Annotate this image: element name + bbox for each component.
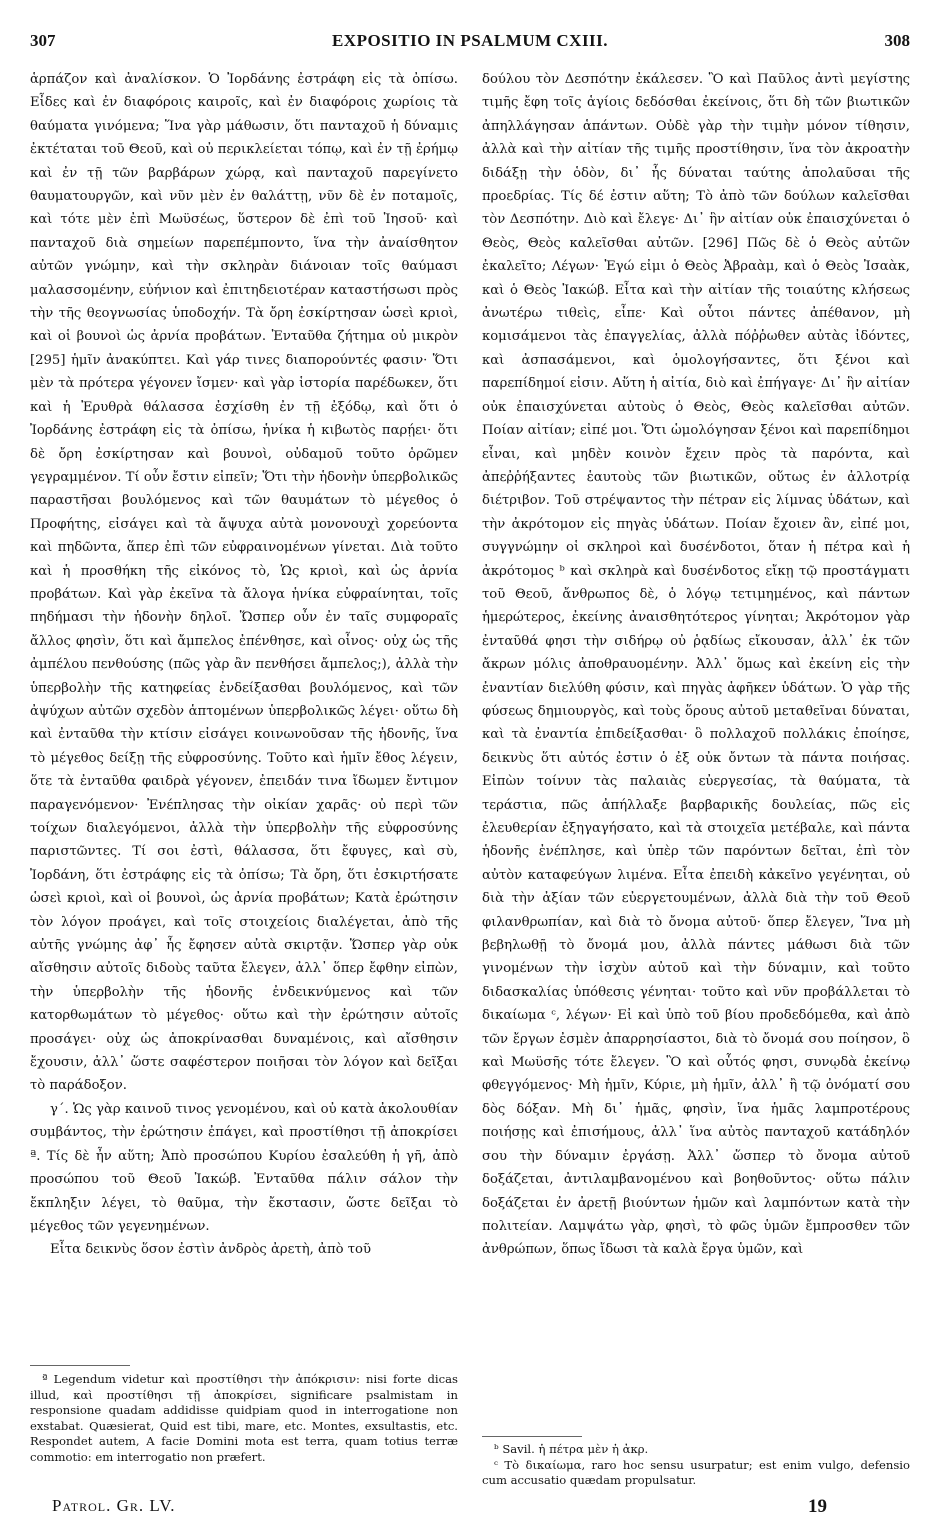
footnotes-right	[482, 1442, 910, 1489]
left-page-number: 307	[30, 31, 56, 50]
signature-number: 19	[808, 1496, 827, 1517]
right-page-number: 308	[884, 31, 910, 50]
right-paragraph-1: δούλου τὸν Δεσπότην ἐκάλεσεν. Ὃ καὶ Παῦλος ἀντὶ μεγίστης τιμῆς ἔφη τοῖς ἁγίοις δεδόσθαι ἐκείνοις, ὅτι δὴ τῶν βιωτικῶν ἀπηλλάγησαν ἁπάντων. Οὐδὲ γὰρ τὴν τιμὴν μόνον τίθησιν, ἀλλὰ καὶ τὴν αἰτίαν τῆς τιμῆς προστίθησιν, ἵνα τὸν ἀκροατὴν διδάξῃ τὴν ὁδὸν, δι᾽ ἧς δύναται ταύτης ἀπολαῦσαι τῆς προεδρίας. Τίς δέ ἐστιν αὕτη; Τὸ ἀπὸ τῶν δούλων καλεῖσθαι τὸν Δεσπότην. Διὸ καὶ ἔλεγε· Δι᾽ ἣν αἰτίαν οὐκ ἐπαισχύνεται ὁ Θεὸς, Θεὸς καλεῖσθαι αὐτῶν. [296] Πῶς δὲ ὁ Θεὸς αὐτῶν ἐκαλεῖτο; Λέγων· Ἐγώ εἰμι ὁ Θεὸς Ἀβραὰμ, καὶ ὁ Θεὸς Ἰσαὰκ, καὶ ὁ Θεὸς Ἰακώβ. Εἶτα καὶ τὴν αἰτίαν τῆς τοιαύτης κλήσεως ἀνωτέρω τιθεὶς, εἶπε· Καὶ οὗτοι πάντες ἀπέθανον, μὴ κομισάμενοι τὰς ἐπαγγελίας, ἀλλὰ πόῤῥωθεν αὐτὰς ἰδόντες, καὶ ἀσπασάμενοι, καὶ ὁμολογήσαντες, ὅτι ξένοι καὶ παρεπίδημοί εἰσιν. Αὕτη ἡ αἰτία, διὸ καὶ ἐπήγαγε· Δι᾽ ἣν αἰτίαν οὐκ ἐπαισχύνεται αὐτοὺς ὁ Θεὸς, Θεὸς καλεῖσθαι αὐτῶν. Ποίαν αἰτίαν; εἰπέ μοι. Ὅτι ὡμολόγησαν ξένοι καὶ παρεπίδημοι εἶναι, καὶ μηδὲν κοινὸν ἔχειν πρὸς τὰ παρόντα, καὶ ἀπεῤῥήξαντες ἑαυτοὺς τῶν βιωτικῶν, οὕτως ἐν ἀλλοτρίᾳ διέτριβον. Τοῦ στρέψαντος τὴν πέτραν εἰς λίμνας ὑδάτων, καὶ τὴν ἀκρότομον εἰς πηγὰς ὑδάτων. Ποίαν ἔχοιεν ἂν, εἰπέ μοι, συγγνώμην οἱ σκληροὶ καὶ δυσένδοτοι, ὅταν ἡ πέτρα καὶ ἡ ἀκρότομος ᵇ καὶ σκληρὰ καὶ δυσένδοτος εἴκῃ τῷ προστάγματι τοῦ Θεοῦ, ἄνθρωπος δὲ, ὁ λόγῳ τετιμημένος, καὶ πάντων ἡμερώτερος, ἐκείνης ἀναισθητότερος γίνηται; Ἀκρότομον γὰρ ἐνταῦθά φησι τὴν σιδήρῳ οὐ ῥᾳδίως εἴκουσαν, ἀλλ᾽ ἐκ τῶν ἄκρων μόλις ἀποθραυομένην. Ἀλλ᾽ ὅμως καὶ ἐκείνη εἰς τὴν ἐναντίαν διελύθη φύσιν, καὶ πηγὰς ἀφῆκεν ὑδάτων. Ὁ γὰρ τῆς φύσεως δημιουργὸς, καὶ τοὺς ὅρους αὐτοῦ μεταθεῖναι δύναται, καὶ τὰ ἐναντία ἐπιδείξασθαι· ὃ πολλαχοῦ πολλάκις ἐποίησε, δεικνὺς ὅτι αὐτός ἐστιν ὁ ἐξ οὐκ ὄντων τὰ πάντα ποιήσας. Εἰπὼν τοίνυν τὰς παλαιὰς εὐεργεσίας, τὰ θαύματα, τὰ τεράστια, πῶς ἀπήλλαξε βαρβαρικῆς δουλείας, πῶς εἰς ἐλευθερίαν ἐξηγαγήσατο, καὶ τὰ στοιχεῖα μετέβαλε, καὶ πάντα ἡδονῆς ἐνέπλησε, καὶ ὑπὲρ τῶν παρόντων δεῖται, ἐπὶ τὸν αὐτὸν καταφεύγων λιμένα. Εἶτα ἐπειδὴ κἀκεῖνο γεγένηται, οὐ διὰ τὴν ἀξίαν τῶν εὐεργετουμένων, ἀλλὰ διὰ τὴν τοῦ Θεοῦ φιλανθρωπίαν, καὶ διὰ τὸ ὄνομα αὐτοῦ· ὅπερ ἔλεγεν, Ἵνα μὴ βεβηλωθῇ τὸ ὄνομά μου, ἀλλὰ πάντες μάθωσι διὰ τῶν γινομένων τὴν ἰσχὺν αὐτοῦ καὶ τὴν δύναμιν, καὶ τοῦτο διδασκαλίας ὑπόθεσις γένηται· τοῦτο καὶ νῦν προβάλλεται τὸ δικαίωμα ᶜ, λέγων· Εἰ καὶ ὑπὸ τοῦ βίου προδεδόμεθα, καὶ ἀπὸ τῶν ἔργων ἐσμὲν ἀπαρρησίαστοι, διὰ τὸ ὄνομά σου ποίησον, ὃ καὶ Μωϋσῆς τότε ἔλεγεν. Ὃ καὶ οὗτός φησι, συνῳδὰ ἐκείνῳ φθεγγόμενος· Μὴ ἡμῖν, Κύριε, μὴ ἡμῖν, ἀλλ᾽ ἢ τῷ ὀνόματί σου δὸς δόξαν. Μὴ δι᾽ ἡμᾶς, φησὶν, ἵνα ἡμᾶς λαμπροτέρους ποιήσῃς καὶ ἐπισήμους, ἀλλ᾽ ἵνα αὐτὸς πανταχοῦ κατάδηλόν σου τὴν δύναμιν ἐργάσῃ. Ἀλλ᾽ ὥσπερ τὸ ὄνομα αὐτοῦ δοξάζεται, ἀντιλαμβανομένου καὶ βοηθοῦντος· οὕτω πάλιν δοξάζεται ἐν ἀρετῇ βιούντων ἡμῶν καὶ λαμπόντων κατὰ τὴν πολιτείαν. Λαμψάτω γὰρ, φησὶ, τὸ φῶς ὑμῶν ἔμπροσθεν τῶν ἀνθρώπων, ὅπως ἴδωσι τὰ καλὰ ἔργα ὑμῶν, καὶ	[482, 72, 910, 1258]
page-header	[30, 31, 910, 57]
footnote-rule-left	[30, 1365, 130, 1366]
footnote-b: ᵇ Savil. ἡ πέτρα μὲν ἡ ἀκρ.	[494, 1442, 649, 1456]
running-title: EXPOSITIO IN PSALMUM CXIII.	[331, 31, 609, 50]
footnotes-left	[30, 1372, 458, 1465]
left-paragraph-2: γ΄. Ὡς γὰρ καινοῦ τινος γενομένου, καὶ οὐ κατὰ ἀκολουθίαν συμβάντος, τὴν ἐρώτησιν ἐπάγει, καὶ προστίθησι τῇ ἀποκρίσει ª. Τίς δὲ ἦν αὕτη; Ἀπὸ προσώπου Κυρίου ἐσαλεύθη ἡ γῆ, ἀπὸ προσώπου τοῦ Θεοῦ Ἰακώβ. Ἐνταῦθα πάλιν σάλον τὴν ἔκπληξιν λέγει, τὸ θαῦμα, τὴν ἔκστασιν, ὥστε δεῖξαι τὸ μέγεθος τῶν γεγενημένων.	[30, 1101, 458, 1234]
footnote-a: ª Legendum videtur καὶ προστίθησι τὴν ἀπόκρισιν: nisi forte dicas illud, καὶ προστίθησι τῇ ἀποκρίσει, significare psalmistam in responsione quadam addidisse quidpiam quod in interrogatione non exstabat. Quæsierat, Quid est tibi, mare, etc. Montes, exsultastis, etc. Respondet autem, A facie Domini mota est terra, quam totius terræ commotio: em interrogatio non præfert.	[30, 1372, 458, 1464]
footnote-c: ᶜ Τὸ δικαίωμα, raro hoc sensu usurpatur; est enim vulgo, defensio cum accusatio quædam propulsatur.	[482, 1457, 910, 1487]
left-column	[30, 68, 458, 1262]
right-column	[482, 68, 910, 1262]
signature-mark: Patrol. Gr. LV.	[52, 1496, 176, 1515]
left-paragraph-1: ἁρπάζον καὶ ἀναλίσκον. Ὁ Ἰορδάνης ἐστράφη εἰς τὰ ὀπίσω. Εἶδες καὶ ἐν διαφόροις καιροῖς, καὶ ἐν διαφόροις χωρίοις τὰ θαύματα γινόμενα; Ἵνα γὰρ μάθωσιν, ὅτι πανταχοῦ ἡ δύναμις ἐκτέταται τοῦ Θεοῦ, καὶ οὐ περικλείεται τόπῳ, καὶ ἐν τῇ ἐρήμῳ καὶ ἐν τῇ τῶν βαρβάρων χώρᾳ, καὶ πανταχοῦ παρεγίνετο θαυματουργῶν, καὶ νῦν μὲν ἐν θαλάττῃ, νῦν δὲ ἐν ποταμοῖς, καὶ τότε μὲν ἐπὶ Μωϋσέως, ὕστερον δὲ ἐπὶ τοῦ Ἰησοῦ· καὶ πανταχοῦ διὰ σημείων παρεπέμποντο, ἵνα τὴν ἀναίσθητον αὐτῶν γνώμην, καὶ τὴν σκληρὰν διάνοιαν τοῖς θαύμασι μαλασσομένην, εὐήνιον καὶ ἐπιτηδειοτέραν καταστήσωσι πρὸς τὴν τῆς θεογνωσίας ὑποδοχήν. Τὰ ὄρη ἐσκίρτησαν ὡσεὶ κριοὶ, καὶ οἱ βουνοὶ ὡς ἀρνία προβάτων. Ἐνταῦθα ζήτημα οὐ μικρὸν [295] ἡμῖν ἀνακύπτει. Καὶ γάρ τινες διαπορούντές φασιν· Ὅτι μὲν τὰ πρότερα γέγονεν ἴσμεν· καὶ γὰρ ἱστορία παρέδωκεν, ὅτι καὶ ἡ Ἐρυθρὰ θάλασσα ἐσχίσθη ἐν τῇ ἐξόδῳ, καὶ ὅτι ὁ Ἰορδάνης ἐστράφη εἰς τὰ ὀπίσω, ἡνίκα ἡ κιβωτὸς παρῄει· ὅτι δὲ ὄρη ἐσκίρτησαν καὶ βουνοὶ, οὐδαμοῦ τοῦτο ὁρῶμεν γεγραμμένον. Τί οὖν ἔστιν εἰπεῖν; Ὅτι τὴν ἡδονὴν ὑπερβολικῶς παραστῆσαι βουλόμενος καὶ τῶν θαυμάτων τὸ μέγεθος ὁ Προφήτης, εἰσάγει καὶ τὰ ἄψυχα αὐτὰ μονονουχὶ χορεύοντα καὶ πηδῶντα, ἅπερ ἐπὶ τῶν εὐφραινομένων γίνεται. Διὰ τοῦτο καὶ ἡ προσθήκη τῆς εἰκόνος τὸ, Ὡς κριοὶ, καὶ ὡς ἀρνία προβάτων. Καὶ γὰρ ἐκεῖνα τὰ ἄλογα ἡνίκα εὐφραίνηται, τοῖς πηδήμασι τὴν ἡδονὴν δηλοῖ. Ὥσπερ οὖν ἐν ταῖς συμφοραῖς ἄλλος φησὶν, ὅτι καὶ ἄμπελος ἐπένθησε, καὶ οἶνος· οὐχ ὡς τῆς ἀμπέλου πενθούσης (πῶς γὰρ ἂν πενθήσει ἄμπελος;), ἀλλὰ τὴν ὑπερβολὴν τῆς κατηφείας ἐνδείξασθαι βουλόμενος, καὶ τῶν ἀψύχων αὐτῶν σχεδὸν ἁπτομένων ὑπερβολικῶς λέγει· οὕτω δὴ καὶ ἐνταῦθα τὴν κτίσιν εἰσάγει κοινωνοῦσαν τῆς ἡδονῆς, ἵνα τὸ μέγεθος δείξῃ τῆς εὐφροσύνης. Τοῦτο καὶ ἡμῖν ἔθος λέγειν, ὅτε τὰ ἐνταῦθα φαιδρὰ γέγονεν, ἐπειδάν τινα ἴδωμεν ἔντιμον παραγενόμενον· Ἐνέπλησας τὴν οἰκίαν χαρᾶς· οὐ περὶ τῶν τοίχων διαλεγόμενοι, ἀλλὰ τὴν ὑπερβολὴν τῆς εὐφροσύνης παριστῶντες. Τί σοι ἐστὶ, θάλασσα, ὅτι ἔφυγες, καὶ σὺ, Ἰορδάνη, ὅτι ἐστράφης εἰς τὰ ὀπίσω; Τὰ ὄρη, ὅτι ἐσκιρτήσατε ὡσεὶ κριοὶ, καὶ οἱ βουνοὶ, ὡς ἀρνία προβάτων; Κατὰ ἐρώτησιν τὸν λόγον προάγει, καὶ τοῖς στοιχείοις διαλέγεται, ἀπὸ τῆς αὐτῆς γνώμης ἀφ᾽ ἧς ἔφησεν αὐτὰ σκιρτᾷν. Ὥσπερ γὰρ οὐκ αἴσθησιν αὐτοῖς διδοὺς ταῦτα ἔλεγεν, ἀλλ᾽ ὅπερ ἔφθην εἰπὼν, τὴν ὑπερβολὴν τῆς ἡδονῆς ἐνδεικνύμενος καὶ τῶν κατορθωμάτων τὸ μέγεθος· οὕτω καὶ τὴν ἐρώτησιν αὐτοῖς προσάγει· οὐχ ὡς ἀποκρίνασθαι δυναμένοις, καὶ αἴσθησιν ἔχουσιν, ἀλλ᾽ ὥστε σαφέστερον ποιῆσαι τὸν λόγον καὶ δεῖξαι τὸ παράδοξον.	[30, 72, 458, 1094]
footnote-rule-right	[482, 1436, 582, 1437]
left-paragraph-3: Εἶτα δεικνὺς ὅσον ἐστὶν ἀνδρὸς ἀρετὴ, ἀπὸ τοῦ	[50, 1242, 371, 1258]
